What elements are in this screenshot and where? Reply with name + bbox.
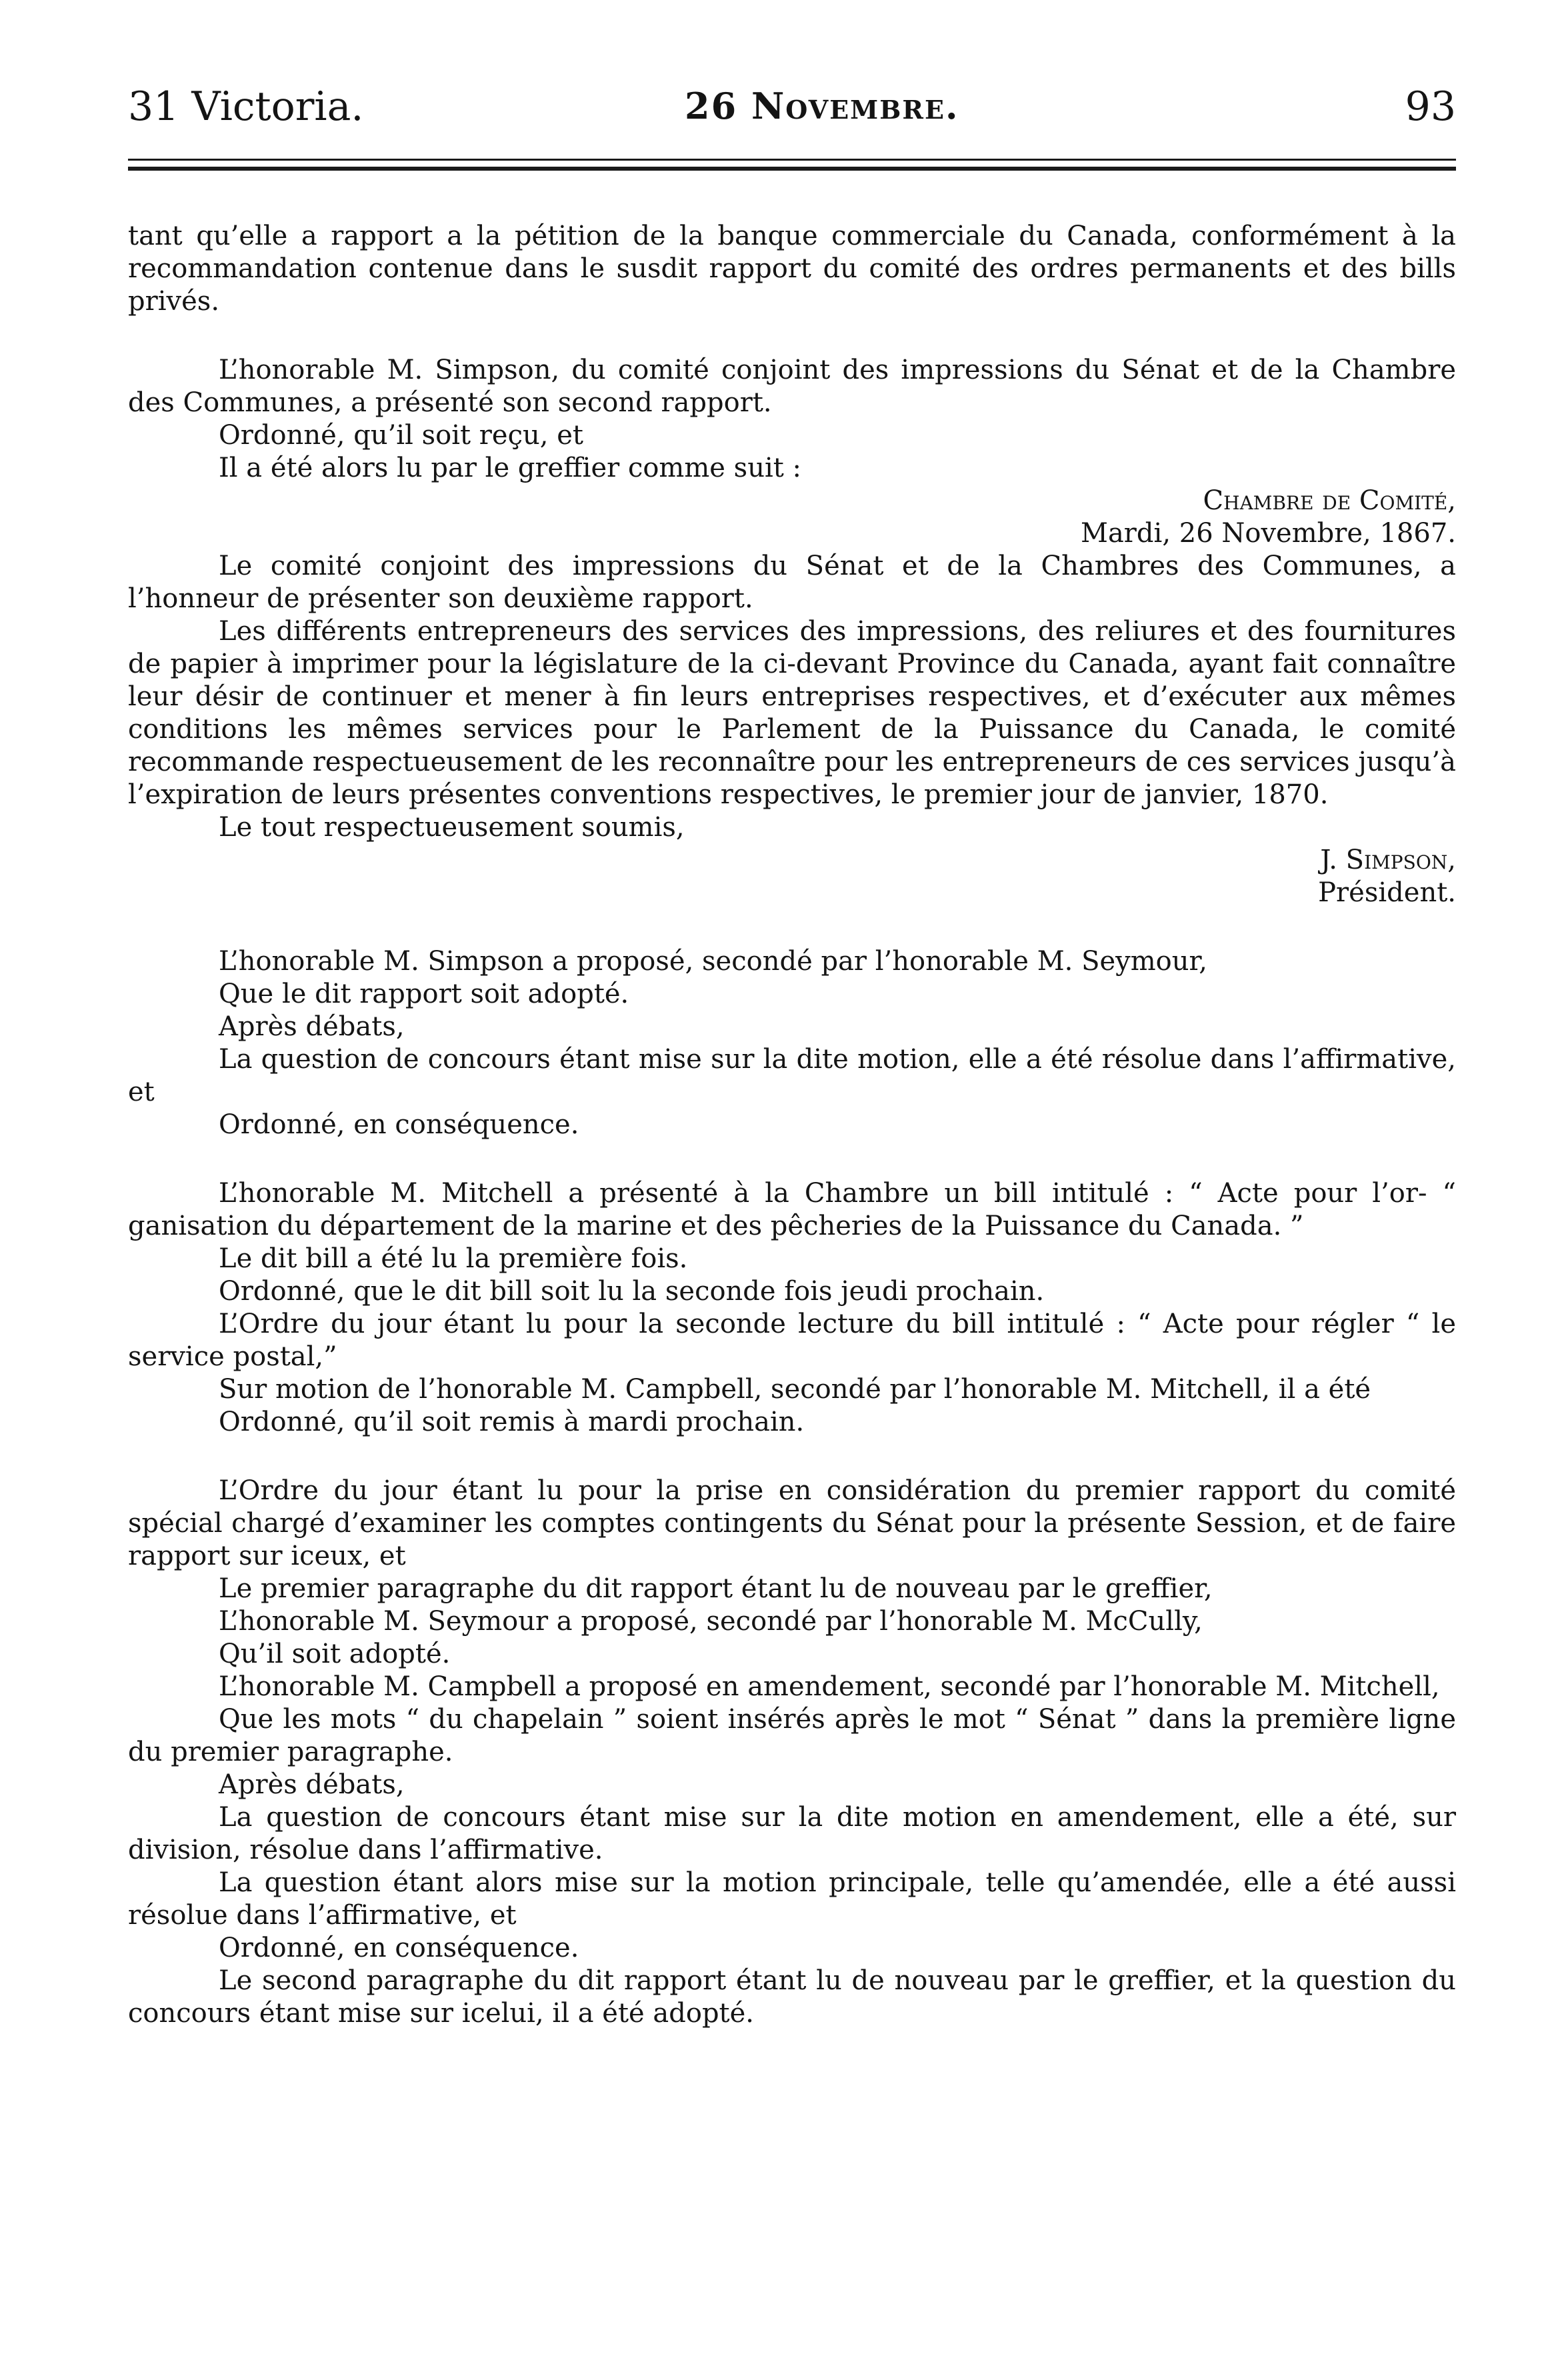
paragraph: L’honorable M. Simpson a proposé, secondé par l’honorable M. Seymour, [219,946,1207,977]
paragraph: La question de concours étant mise sur la dite motion, elle a été résolue dans l’affirmative, et [128,1044,1456,1107]
body-text [128,220,1456,2030]
paragraph: Le tout respectueusement soumis, [219,812,685,843]
paragraph: Que le dit rapport soit adopté. [219,979,629,1009]
paragraph: Ordonné, en conséquence. [219,1109,579,1140]
paragraph: L’honorable M. Seymour a proposé, secondé par l’honorable M. McCully, [219,1606,1203,1637]
paragraph: Ordonné, que le dit bill soit lu la seconde fois jeudi prochain. [219,1276,1045,1307]
paragraph: Il a été alors lu par le greffier comme suit : [219,453,802,483]
paragraph: L’honorable M. Campbell a proposé en amendement, secondé par l’honorable M. Mitchell, [219,1671,1440,1702]
paragraph: L’Ordre du jour étant lu pour la seconde lecture du bill intitulé : “ Acte pour régler “ le service postal,” [128,1309,1456,1372]
paragraph: tant qu’elle a rapport a la pétition de la banque commerciale du Canada, conformément à la recommandation contenue dans le susdit rapport du comité des ordres permanents et des bills privés. [128,221,1456,317]
header-date: 26 Novembre. [685,85,959,127]
paragraph: La question de concours étant mise sur la dite motion en amendement, elle a été, sur division, résolue dans l’affirmative. [128,1802,1456,1865]
paragraph: Ordonné, qu’il soit reçu, et [219,420,583,451]
paragraph: Sur motion de l’honorable M. Campbell, secondé par l’honorable M. Mitchell, il a été [219,1374,1371,1405]
paragraph: Après débats, [219,1011,405,1042]
paragraph: L’honorable M. Mitchell a présenté à la Chambre un bill intitulé : “ Acte pour l’or- “ ganisation du département de la marine et des pêcheries de la Puissance du Canada. ” [128,1178,1456,1241]
paragraph: Le comité conjoint des impressions du Sénat et de la Chambres des Communes, a l’honneur de présenter son deuxième rapport. [128,551,1456,614]
paragraph: J. Simpson, [1320,845,1456,875]
paragraph: Le dit bill a été lu la première fois. [219,1243,688,1274]
header-rule-thick [128,167,1456,171]
header-volume: 31 Victoria. [128,83,364,130]
paragraph: La question étant alors mise sur la motion principale, telle qu’amendée, elle a été aussi résolue dans l’affirmative, et [128,1867,1456,1931]
paragraph: Qu’il soit adopté. [219,1639,451,1669]
paragraph: Le second paragraphe du dit rapport étant lu de nouveau par le greffier, et la question du concours étant mise sur icelui, il a été adopté. [128,1965,1456,2029]
running-header [128,83,1456,137]
paragraph: L’Ordre du jour étant lu pour la prise en considération du premier rapport du comité spécial chargé d’examiner les comptes contingents du Sénat pour la présente Session, et de faire rapport sur iceux, et [128,1475,1456,1571]
paragraph: L’honorable M. Simpson, du comité conjoint des impressions du Sénat et de la Chambre des Communes, a présenté son second rapport. [128,355,1456,418]
paragraph: Chambre de Comité, [1203,485,1456,516]
paragraph: Président. [1318,877,1456,908]
paragraph: Que les mots “ du chapelain ” soient insérés après le mot “ Sénat ” dans la première ligne du premier paragraphe. [128,1704,1456,1767]
paragraph: Les différents entrepreneurs des services des impressions, des reliures et des fournitures de papier à imprimer pour la législature de la ci-devant Province du Canada, ayant fait connaître leur désir de continuer et mener à fin leurs entreprises respectives, et d’exécuter aux mêmes conditions les mêmes services pour le Parlement de la Puissance du Canada, le comité recommande respectueusement de les reconnaître pour les entrepreneurs de ces services jusqu’à l’expiration de leurs présentes conventions respectives, le premier jour de janvier, 1870. [128,616,1456,810]
paragraph: Après débats, [219,1769,405,1800]
paragraph: Ordonné, en conséquence. [219,1933,579,1963]
paragraph: Le premier paragraphe du dit rapport étant lu de nouveau par le greffier, [219,1573,1213,1604]
paragraph: Mardi, 26 Novembre, 1867. [1081,518,1456,549]
page-number: 93 [1405,83,1456,130]
header-rule-thin [128,159,1456,161]
paragraph: Ordonné, qu’il soit remis à mardi prochain. [219,1407,805,1437]
